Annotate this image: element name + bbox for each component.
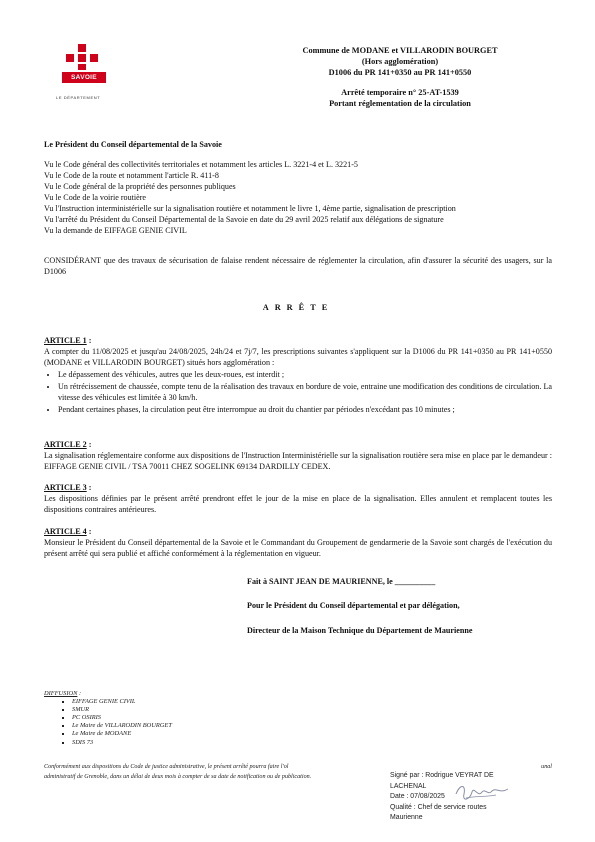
arrete-title: ARRÊTE	[262, 303, 334, 312]
article-3-title: ARTICLE 3	[44, 483, 87, 492]
handwritten-signature-icon	[452, 780, 512, 804]
article-1-bullet: • Le dépassement des véhicules, autres que les deux-roues, est interdit ;	[58, 369, 552, 380]
article-3: ARTICLE 3 : Les dispositions définies par le présent arrêté prendront effet le jour de la mise en place de la signalisation. Elles annulent et remplacent toutes les dispositions contraires antérieures.	[44, 483, 552, 514]
visas-list	[44, 159, 552, 236]
article-2: ARTICLE 2 : La signalisation réglementaire conforme aux dispositions de l'Instruction Interministérielle sur la signalisation routière sera mise en place par le demandeur : EIFFAGE GENIE CIVIL / TSA 70011 CHEZ SOGELINK 69134 DARDILLY CEDEX.	[44, 440, 552, 471]
article-2-text: La signalisation réglementaire conforme aux dispositions de l'Instruction Interministérielle sur la signalisation routière sera mise en place par le demandeur : EIFFAGE GENIE CIVIL / TSA 70011 CHEZ SOGELINK 69134 DARDILLY CEDEX.	[44, 451, 552, 471]
stamp-date: Date : 07/08/2025	[390, 793, 445, 801]
stamp-signed-by: Signé par : Rodrigue VEYRAT DE	[390, 772, 494, 779]
visa-item: Vu le Code de la route et notamment l'article R. 411-8	[44, 171, 219, 180]
article-1: ARTICLE 1 : A compter du 11/08/2025 et jusqu'au 24/08/2025, 24h/24 et 7j/7, les prescriptions suivantes s'appliquent sur la D1006 du PR 141+0350 au PR 141+0550 (MODANE et VILLARODIN BOURGET) situés hors agglomération : • Le dépassement des véhicules, autres que les deux-roues, est interdit ; • Un rétrécissement de chaussée, compte tenu de la réalisation des travaux en bordure de voie, entraine une modification des conditions de circulation. La vitesse des véhicules est limitée à 30 km/h. • Pendant certaines phases, la circulation peut être interrompue au droit du chantier par périodes n'excédant pas 10 minutes ;	[44, 335, 552, 416]
diffusion-item: ▪ SMUR	[72, 706, 344, 714]
logo-subtitle: LE DÉPARTEMENT	[56, 95, 101, 100]
article-4-text: Monsieur le Président du Conseil départemental de la Savoie et le Commandant du Groupement de gendarmerie de la Savoie sont chargés de l'exécution du présent arrêté qui sera publié et affiché conformément à la réglementation en vigueur.	[44, 538, 552, 558]
savoie-logo	[56, 44, 112, 100]
diffusion-block: DIFFUSION : ▪ EIFFAGE GENIE CIVIL ▪ SMUR ▪ PC OSIRIS ▪ Le Maire de VILLARODIN BOURGET ▪ Le Maire de MODANE ▪ SDIS 73	[44, 690, 344, 747]
visa-item: Vu le Code général des collectivités territoriales et notamment les articles L. 3221-4 et L. 3221-5	[44, 160, 358, 169]
document-header	[270, 45, 530, 109]
article-1-bullet: • Un rétrécissement de chaussée, compte tenu de la réalisation des travaux en bordure de voie, entraine une modification des conditions de circulation. La vitesse des véhicules est limitée à 30 km/h.	[58, 381, 552, 403]
header-subject: Portant réglementation de la circulation	[329, 99, 471, 108]
diffusion-item: ▪ PC OSIRIS	[72, 714, 344, 722]
article-1-bullet: • Pendant certaines phases, la circulation peut être interrompue au droit du chantier par périodes n'excédant pas 10 minutes ;	[58, 404, 552, 415]
header-commune: Commune de MODANE et VILLARODIN BOURGET	[302, 46, 498, 55]
header-route: D1006 du PR 141+0350 au PR 141+0550	[328, 68, 472, 77]
signature-place-date: Fait à SAINT JEAN DE MAURIENNE, le __________	[247, 577, 436, 586]
header-arrete-number: Arrêté temporaire n° 25-AT-1539	[341, 88, 459, 97]
stamp-quality: Qualité : Chef de service routes	[390, 803, 487, 811]
visa-item: Vu l'arrêté du Président du Conseil Départemental de la Savoie en date du 29 avril 2025 relatif aux délégations de signature	[44, 215, 444, 224]
considerant: CONSIDÉRANT que des travaux de sécurisation de falaise rendent nécessaire de réglementer la circulation, afin d'assurer la sécurité des usagers, sur la D1006	[44, 256, 552, 276]
article-1-title: ARTICLE 1	[44, 336, 87, 345]
article-3-text: Les dispositions définies par le présent arrêté prendront effet le jour de la mise en place de la signalisation. Elles annulent et remplacent toutes les dispositions contraires antérieures.	[44, 494, 552, 514]
visa-item: Vu le Code de la voirie routière	[44, 193, 146, 202]
president-line: Le Président du Conseil départemental de la Savoie	[44, 140, 222, 149]
visa-item: Vu l'Instruction interministérielle sur la signalisation routière et notamment le livre 1, 4ème partie, signalisation de prescription	[44, 204, 456, 213]
visa-item: Vu la demande de EIFFAGE GENIE CIVIL	[44, 226, 187, 235]
diffusion-item: ▪ EIFFAGE GENIE CIVIL	[72, 698, 344, 706]
stamp-signed-by-cont: LACHENAL	[390, 782, 427, 790]
legal-notice-line1-end: unal	[541, 764, 552, 770]
visa-item: Vu le Code général de la propriété des personnes publiques	[44, 182, 236, 191]
savoie-logo-mark	[66, 44, 100, 70]
diffusion-item: ▪ SDIS 73	[72, 739, 344, 747]
signature-delegation: Pour le Président du Conseil départemental et par délégation,	[247, 601, 460, 610]
article-4: ARTICLE 4 : Monsieur le Président du Conseil départemental de la Savoie et le Commandant du Groupement de gendarmerie de la Savoie sont chargés de l'exécution du présent arrêté qui sera publié et affiché conformément à la réglementation en vigueur.	[44, 527, 552, 558]
legal-notice-line1: Conformément aux dispositions du Code de justice administrative, le présent arrêté pourra faire l'ol	[44, 764, 289, 770]
article-4-title: ARTICLE 4	[44, 527, 87, 536]
legal-notice-line2: administratif de Grenoble, dans un délai de deux mois à compter de sa date de notification ou de publication.	[44, 774, 312, 780]
diffusion-item: ▪ Le Maire de MODANE	[72, 730, 344, 738]
stamp-quality-cont: Maurienne	[390, 814, 423, 822]
article-1-text: A compter du 11/08/2025 et jusqu'au 24/08/2025, 24h/24 et 7j/7, les prescriptions suivantes s'appliquent sur la D1006 du PR 141+0350 au PR 141+0550 (MODANE et VILLARODIN BOURGET) situés hors agglomération :	[44, 347, 552, 367]
diffusion-title: DIFFUSION	[44, 690, 78, 697]
diffusion-item: ▪ Le Maire de VILLARODIN BOURGET	[72, 722, 344, 730]
signature-director: Directeur de la Maison Technique du Département de Maurienne	[247, 626, 473, 635]
header-agglomeration: (Hors agglomération)	[361, 57, 439, 66]
article-2-title: ARTICLE 2	[44, 440, 87, 449]
logo-brand: SAVOIE	[62, 72, 106, 83]
